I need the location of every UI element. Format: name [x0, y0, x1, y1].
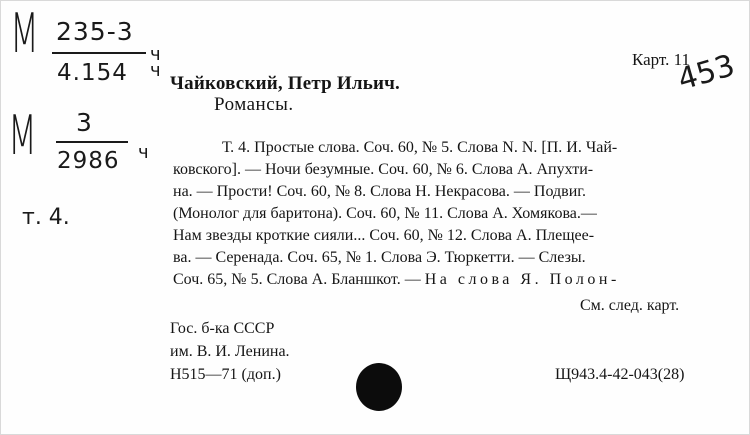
shelf-mark-letter-2: М: [8, 104, 37, 167]
shelf-mark-top-2: 3: [76, 108, 93, 137]
punch-hole: [356, 363, 402, 411]
catalog-code: Щ943.4-42-043(28): [555, 366, 685, 383]
card-number: Карт. 11: [632, 50, 690, 69]
tick-mark-3: ч: [138, 142, 149, 163]
description-text: Соч. 65, № 5. Слова А. Бланшкот. —: [173, 271, 425, 288]
tick-mark-2: ч: [150, 60, 161, 81]
shelf-mark-bottom-1: 4.154: [57, 60, 128, 86]
description-line: ковского]. — Ночи безумные. Соч. 60, № 6. Слова А. Апухти-: [173, 161, 594, 178]
title-line: Романсы.: [214, 94, 294, 115]
continuation-note: См. след. карт.: [580, 297, 680, 314]
shelf-mark-top-1: 235-3: [56, 17, 134, 46]
volume-note: т. 4.: [22, 205, 70, 230]
description-line: ва. — Серенада. Соч. 65, № 1. Слова Э. Тюркетти. — Слезы.: [173, 249, 586, 266]
library-line: Гос. б-ка СССР: [170, 320, 275, 337]
shelf-mark-rule-1: [52, 52, 146, 54]
shelf-mark-bottom-2: 2986: [57, 148, 120, 174]
author-heading: Чайковский, Петр Ильич.: [170, 73, 400, 94]
description-spaced-tail: На слова Я. Полон-: [424, 271, 620, 288]
description-line: Нам звезды кроткие сияли... Соч. 60, № 12. Слова А. Плещее-: [173, 227, 595, 244]
description-line-last: [173, 271, 620, 289]
library-line: им. В. И. Ленина.: [170, 343, 290, 360]
description-line: Т. 4. Простые слова. Соч. 60, № 5. Слова N. N. [П. И. Чай-: [222, 139, 618, 156]
shelf-mark-letter-1: М: [10, 2, 39, 65]
library-line: Н515—71 (доп.): [170, 366, 281, 383]
description-line: (Монолог для баритона). Соч. 60, № 11. Слова А. Хомякова.—: [173, 205, 597, 222]
tick-mark-1: ч: [150, 44, 161, 65]
shelf-mark-rule-2: [56, 141, 128, 143]
corner-number: 453: [674, 48, 739, 98]
description-line: на. — Прости! Соч. 60, № 8. Слова Н. Некрасова. — Подвиг.: [173, 183, 587, 200]
